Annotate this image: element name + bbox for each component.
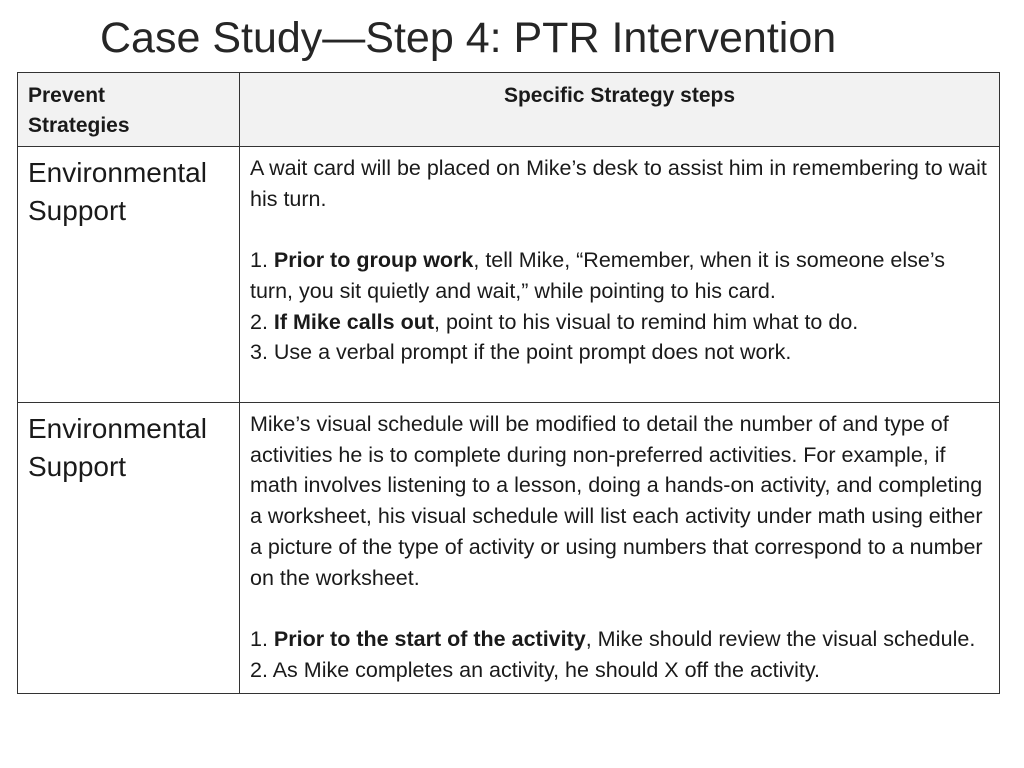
step-number: 1. bbox=[250, 248, 274, 273]
header-col1-line2: Strategies bbox=[28, 114, 130, 137]
table-row bbox=[18, 147, 1000, 403]
header-specific-strategy-steps: Specific Strategy steps bbox=[240, 73, 1000, 147]
strategy-step bbox=[250, 624, 989, 655]
step-number: 2. bbox=[250, 657, 273, 682]
step-bold: Prior to the start of the activity bbox=[273, 626, 586, 651]
table-header-row bbox=[18, 73, 1000, 147]
strategy-intro: A wait card will be placed on Mike’s desk to assist him in remembering to wait his turn. bbox=[250, 156, 987, 211]
step-text: , tell Mike, “Remember, when it is someone else’s turn, you sit quietly and wait,” while pointing to his card. bbox=[250, 248, 945, 303]
category-line2: Support bbox=[28, 451, 127, 482]
step-number: 3. bbox=[250, 340, 274, 365]
strategy-detail-cell bbox=[240, 147, 1000, 403]
step-number: 1. bbox=[250, 626, 274, 651]
category-cell bbox=[18, 403, 240, 694]
step-number: 2. bbox=[250, 309, 274, 334]
table-row bbox=[18, 403, 1000, 694]
strategy-step bbox=[250, 307, 989, 338]
step-text: As Mike completes an activity, he should X off the activity. bbox=[272, 657, 821, 682]
header-col1-line1: Prevent bbox=[28, 84, 106, 107]
strategy-intro: Mike’s visual schedule will be modified to detail the number of and type of activities he is to complete during non-preferred activities. For example, if math involves listening to a lesson, doing a hands-on activity, and completing a worksheet, his visual schedule will list each activity under math using either a picture of the type of activity or using numbers that correspond to a number on the worksheet. bbox=[250, 412, 983, 590]
step-text: , point to his visual to remind him what to do. bbox=[434, 309, 859, 334]
category-cell bbox=[18, 147, 240, 403]
slide-title: Case Study—Step 4: PTR Intervention bbox=[100, 14, 837, 62]
category-line2: Support bbox=[28, 195, 127, 226]
category-line1: Environmental bbox=[28, 413, 207, 444]
step-bold: Prior to group work bbox=[273, 248, 474, 273]
header-prevent-strategies bbox=[18, 73, 240, 147]
step-text: , Mike should review the visual schedule. bbox=[585, 626, 976, 651]
step-bold: If Mike calls out bbox=[273, 309, 435, 334]
strategy-step bbox=[250, 655, 989, 686]
strategy-table bbox=[17, 72, 1000, 694]
strategy-step bbox=[250, 245, 989, 306]
category-line1: Environmental bbox=[28, 157, 207, 188]
strategy-step bbox=[250, 337, 989, 368]
step-text: Use a verbal prompt if the point prompt does not work. bbox=[273, 340, 792, 365]
strategy-detail-cell bbox=[240, 403, 1000, 694]
